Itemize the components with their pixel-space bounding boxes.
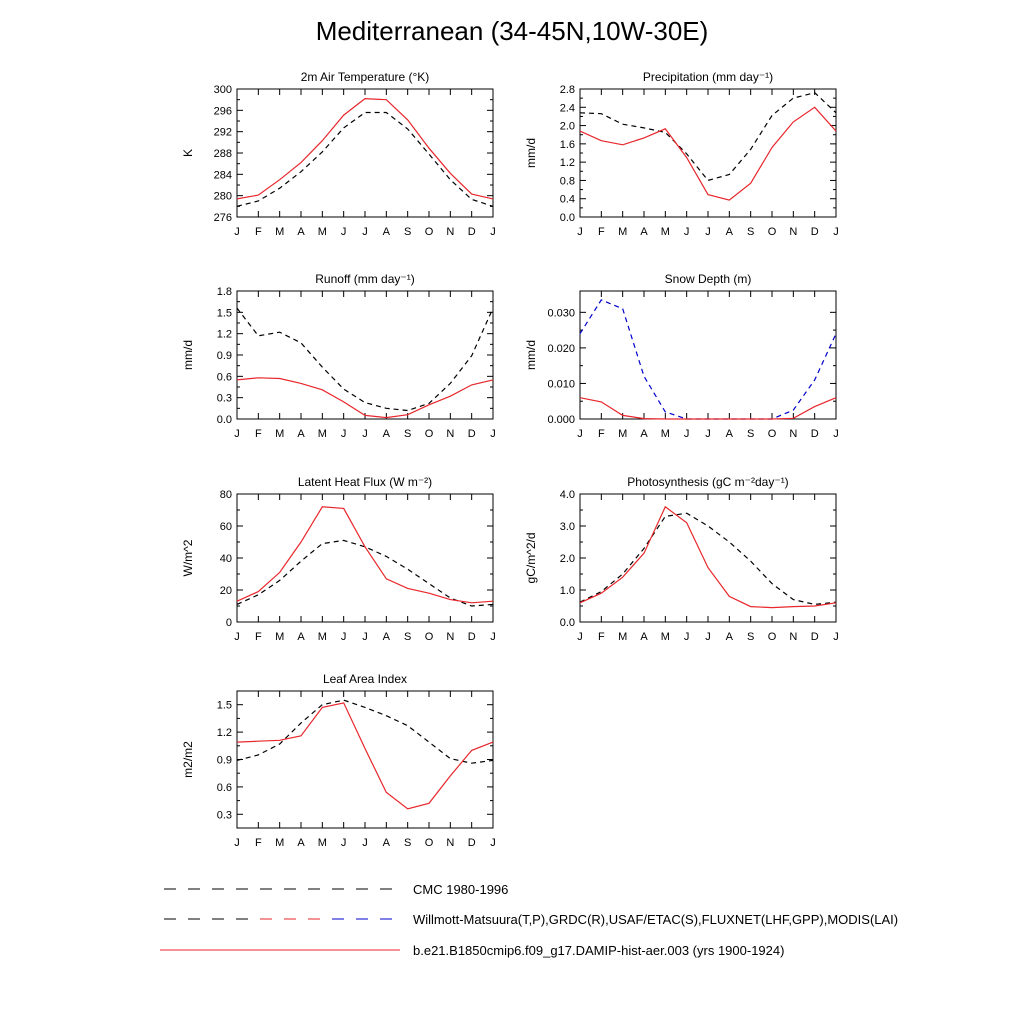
panel-1-y-tick-label: 296 bbox=[213, 105, 232, 118]
panel-3-x-tick-label: M bbox=[317, 428, 327, 440]
panel-2-y-tick-label: 2.8 bbox=[559, 84, 575, 96]
panel-4-x-tick-label: M bbox=[660, 428, 670, 440]
panel-4-x-tick-label: F bbox=[597, 428, 605, 440]
panel-2-x-tick-label: O bbox=[767, 226, 777, 238]
panel-1-x-tick-label: A bbox=[297, 226, 305, 238]
panel-7-x-tick-label: S bbox=[403, 837, 412, 849]
panel-4-x-tick-label: J bbox=[705, 428, 711, 440]
panel-5-frame bbox=[237, 494, 493, 622]
panel-5-y-tick-label: 0 bbox=[225, 617, 232, 629]
panel-3-title: Runoff (mm day⁻¹) bbox=[315, 272, 415, 286]
panel-7-x-tick-label: J bbox=[340, 837, 347, 849]
panel-1-x-tick-label: S bbox=[403, 226, 412, 238]
panel-5-x-tick-label: F bbox=[254, 631, 262, 643]
panel-7-series-1-line bbox=[237, 700, 493, 763]
panel-2-x-tick-label: J bbox=[705, 226, 711, 238]
panel-4-y-axis-label: mm/d bbox=[524, 340, 538, 370]
panel-2-y-tick-label: 0.8 bbox=[559, 175, 575, 188]
panel-1-y-tick-label: 300 bbox=[213, 84, 232, 96]
panel-7-x-tick-label: N bbox=[446, 837, 455, 849]
panel-1-x-tick-label: M bbox=[317, 226, 327, 238]
panel-2-series-1-line bbox=[580, 93, 836, 181]
panel-7-x-tick-label: J bbox=[490, 837, 496, 849]
panel-4-y-tick-label: 0.030 bbox=[547, 307, 575, 320]
panel-4-x-tick-label: O bbox=[767, 428, 777, 440]
panel-1-x-tick-label: J bbox=[234, 226, 240, 238]
panel-6-y-tick-label: 0.0 bbox=[559, 617, 575, 629]
panel-7-x-tick-label: M bbox=[317, 837, 327, 849]
panel-2-x-tick-label: F bbox=[597, 226, 605, 238]
panel-3-y-tick-label: 0.9 bbox=[216, 350, 232, 362]
panel-1-title: 2m Air Temperature (°K) bbox=[300, 70, 430, 84]
panel-5-series-2-line bbox=[237, 507, 493, 603]
panel-5-x-tick-label: O bbox=[424, 631, 434, 643]
panel-7-x-tick-label: F bbox=[254, 837, 262, 849]
panel-6-x-tick-label: M bbox=[660, 631, 670, 643]
panel-1-y-tick-label: 284 bbox=[213, 169, 232, 182]
panel-6-series-2-line bbox=[580, 507, 836, 608]
panel-4-title: Snow Depth (m) bbox=[664, 272, 752, 286]
panel-2-x-tick-label: M bbox=[660, 226, 670, 238]
panel-6-y-tick-label: 2.0 bbox=[559, 553, 575, 565]
legend-3-label: b.e21.B1850cmip6.f09_g17.DAMIP-hist-aer.003 (yrs 1900-1924) bbox=[413, 943, 785, 958]
panel-6-y-axis-label: gC/m^2/d bbox=[524, 532, 538, 584]
panel-7-x-tick-label: D bbox=[467, 837, 476, 849]
panel-2-y-tick-label: 0.4 bbox=[559, 193, 575, 206]
panel-2-y-axis-label: mm/d bbox=[524, 138, 538, 168]
panel-1-y-tick-label: 292 bbox=[213, 126, 232, 139]
panel-4-x-tick-label: J bbox=[577, 428, 583, 440]
panel-7-x-tick-label: J bbox=[362, 837, 368, 849]
panel-5-y-tick-label: 80 bbox=[219, 489, 232, 501]
panel-2-series-2-line bbox=[580, 107, 836, 200]
panel-6-x-tick-label: S bbox=[746, 631, 755, 643]
figure-title: Mediterranean (34-45N,10W-30E) bbox=[315, 16, 709, 46]
panel-3-x-tick-label: J bbox=[340, 428, 347, 440]
panel-6-x-tick-label: M bbox=[618, 631, 628, 643]
panel-7-y-axis-label: m2/m2 bbox=[181, 741, 195, 778]
panel-5-x-tick-label: J bbox=[362, 631, 368, 643]
panel-6-frame bbox=[580, 494, 836, 622]
panel-2-y-tick-label: 0.0 bbox=[559, 212, 575, 224]
panel-6-x-tick-label: O bbox=[767, 631, 777, 643]
legend-1-label: CMC 1980-1996 bbox=[413, 882, 509, 897]
panel-2-y-tick-label: 1.6 bbox=[559, 138, 575, 151]
panel-5-x-tick-label: A bbox=[297, 631, 305, 643]
panel-6-x-tick-label: A bbox=[640, 631, 648, 643]
panel-3-x-tick-label: F bbox=[254, 428, 262, 440]
panel-2-x-tick-label: A bbox=[725, 226, 734, 238]
panel-5-y-axis-label: W/m^2 bbox=[181, 539, 195, 577]
panel-7-y-tick-label: 0.9 bbox=[216, 754, 232, 767]
panel-2-frame bbox=[580, 89, 836, 217]
panel-7-series-2-line bbox=[237, 703, 493, 809]
panel-6-x-tick-label: N bbox=[789, 631, 798, 643]
panel-3-series-1-line bbox=[237, 308, 493, 410]
panel-5-x-tick-label: S bbox=[403, 631, 412, 643]
panel-1-x-tick-label: J bbox=[490, 226, 496, 238]
panel-3-y-tick-label: 1.5 bbox=[216, 307, 232, 320]
panel-3-y-tick-label: 0.0 bbox=[216, 414, 232, 426]
panel-3-x-tick-label: O bbox=[424, 428, 434, 440]
panel-4-x-tick-label: S bbox=[746, 428, 755, 440]
panel-2-x-tick-label: J bbox=[577, 226, 583, 238]
panel-3-y-tick-label: 1.2 bbox=[216, 328, 232, 341]
panel-3-x-tick-label: S bbox=[403, 428, 412, 440]
panel-3-x-tick-label: J bbox=[362, 428, 368, 440]
panel-2-y-tick-label: 2.0 bbox=[559, 120, 575, 133]
panel-4-x-tick-label: N bbox=[789, 428, 798, 440]
panel-4-x-tick-label: A bbox=[725, 428, 734, 440]
panel-1-x-tick-label: M bbox=[275, 226, 285, 238]
panel-6-series-1-line bbox=[580, 513, 836, 604]
panel-7-x-tick-label: O bbox=[424, 837, 434, 849]
panel-1-x-tick-label: O bbox=[424, 226, 434, 238]
panel-5-x-tick-label: J bbox=[234, 631, 240, 643]
panel-1-series-1-line bbox=[237, 113, 493, 207]
panel-5-x-tick-label: J bbox=[490, 631, 496, 643]
panel-3-x-tick-label: A bbox=[297, 428, 305, 440]
panel-3-x-tick-label: N bbox=[446, 428, 455, 440]
panel-1-y-tick-label: 280 bbox=[213, 190, 232, 203]
panel-6-x-tick-label: J bbox=[577, 631, 583, 643]
panel-5-x-tick-label: A bbox=[382, 631, 391, 643]
panel-2-x-tick-label: J bbox=[683, 226, 690, 238]
panel-2-y-tick-label: 1.2 bbox=[559, 157, 575, 170]
panel-1-y-tick-label: 276 bbox=[213, 212, 232, 224]
panel-7-x-tick-label: A bbox=[297, 837, 305, 849]
panel-2-x-tick-label: D bbox=[810, 226, 819, 238]
panel-7-x-tick-label: M bbox=[275, 837, 285, 849]
panel-6-y-tick-label: 1.0 bbox=[559, 585, 575, 597]
panel-7-y-tick-label: 1.2 bbox=[216, 727, 232, 740]
panel-5-y-tick-label: 60 bbox=[219, 521, 232, 533]
panel-4-y-tick-label: 0.020 bbox=[547, 342, 575, 355]
panel-1-x-tick-label: N bbox=[446, 226, 455, 238]
panel-7-title: Leaf Area Index bbox=[322, 672, 408, 686]
panel-6-y-tick-label: 3.0 bbox=[559, 521, 575, 533]
panel-1-x-tick-label: A bbox=[382, 226, 391, 238]
panel-2-title: Precipitation (mm day⁻¹) bbox=[642, 70, 774, 84]
panel-3-frame bbox=[237, 291, 493, 419]
panel-4-y-tick-label: 0.010 bbox=[547, 378, 575, 391]
panel-7-y-tick-label: 0.6 bbox=[216, 781, 232, 794]
panel-4-series-1-line bbox=[580, 300, 836, 419]
panel-1-x-tick-label: J bbox=[340, 226, 347, 238]
panel-6-title: Photosynthesis (gC m⁻²day⁻¹) bbox=[627, 475, 789, 489]
panel-7-y-tick-label: 1.5 bbox=[216, 699, 232, 712]
panel-7-x-tick-label: J bbox=[234, 837, 240, 849]
panel-5-title: Latent Heat Flux (W m⁻²) bbox=[297, 475, 433, 489]
panel-5-x-tick-label: M bbox=[317, 631, 327, 643]
panel-6-x-tick-label: D bbox=[810, 631, 819, 643]
panel-1-x-tick-label: F bbox=[254, 226, 262, 238]
panel-3-x-tick-label: D bbox=[467, 428, 476, 440]
panel-2-x-tick-label: N bbox=[789, 226, 798, 238]
panel-6-x-tick-label: J bbox=[833, 631, 839, 643]
panel-2-y-tick-label: 2.4 bbox=[559, 102, 575, 115]
panel-4-frame bbox=[580, 291, 836, 419]
panel-4-x-tick-label: J bbox=[833, 428, 839, 440]
panel-3-y-tick-label: 0.6 bbox=[216, 371, 232, 384]
panel-7-x-tick-label: A bbox=[382, 837, 391, 849]
panel-6-x-tick-label: J bbox=[705, 631, 711, 643]
panel-4-x-tick-label: D bbox=[810, 428, 819, 440]
panel-4-x-tick-label: A bbox=[640, 428, 648, 440]
panel-4-x-tick-label: M bbox=[618, 428, 628, 440]
panel-5-x-tick-label: M bbox=[275, 631, 285, 643]
panel-3-y-axis-label: mm/d bbox=[181, 340, 195, 370]
panel-3-x-tick-label: M bbox=[275, 428, 285, 440]
panel-3-y-tick-label: 1.8 bbox=[216, 286, 232, 298]
panel-3-y-tick-label: 0.3 bbox=[216, 392, 232, 405]
panel-5-y-tick-label: 40 bbox=[219, 553, 232, 565]
panel-2-x-tick-label: J bbox=[833, 226, 839, 238]
panel-1-x-tick-label: D bbox=[467, 226, 476, 238]
panel-1-x-tick-label: J bbox=[362, 226, 368, 238]
panel-2-x-tick-label: M bbox=[618, 226, 628, 238]
panel-2-x-tick-label: S bbox=[746, 226, 755, 238]
panel-5-series-1-line bbox=[237, 540, 493, 606]
panel-6-x-tick-label: A bbox=[725, 631, 734, 643]
panel-6-x-tick-label: F bbox=[597, 631, 605, 643]
panel-5-x-tick-label: N bbox=[446, 631, 455, 643]
panel-3-x-tick-label: J bbox=[490, 428, 496, 440]
panel-4-y-tick-label: 0.000 bbox=[547, 414, 575, 426]
panel-4-x-tick-label: J bbox=[683, 428, 690, 440]
panel-7-y-tick-label: 0.3 bbox=[216, 809, 232, 822]
panel-3-series-2-line bbox=[237, 378, 493, 418]
legend-2-label: Willmott-Matsuura(T,P),GRDC(R),USAF/ETAC(S),FLUXNET(LHF,GPP),MODIS(LAI) bbox=[413, 912, 899, 927]
panel-6-x-tick-label: J bbox=[683, 631, 690, 643]
panel-1-y-tick-label: 288 bbox=[213, 148, 232, 160]
panel-1-frame bbox=[237, 89, 493, 217]
panel-5-x-tick-label: D bbox=[467, 631, 476, 643]
panel-6-y-tick-label: 4.0 bbox=[559, 489, 575, 501]
panel-5-y-tick-label: 20 bbox=[219, 585, 232, 597]
panel-2-x-tick-label: A bbox=[640, 226, 648, 238]
panel-3-x-tick-label: J bbox=[234, 428, 240, 440]
panel-1-y-axis-label: K bbox=[181, 148, 195, 158]
panel-5-x-tick-label: J bbox=[340, 631, 347, 643]
panel-3-x-tick-label: A bbox=[382, 428, 391, 440]
